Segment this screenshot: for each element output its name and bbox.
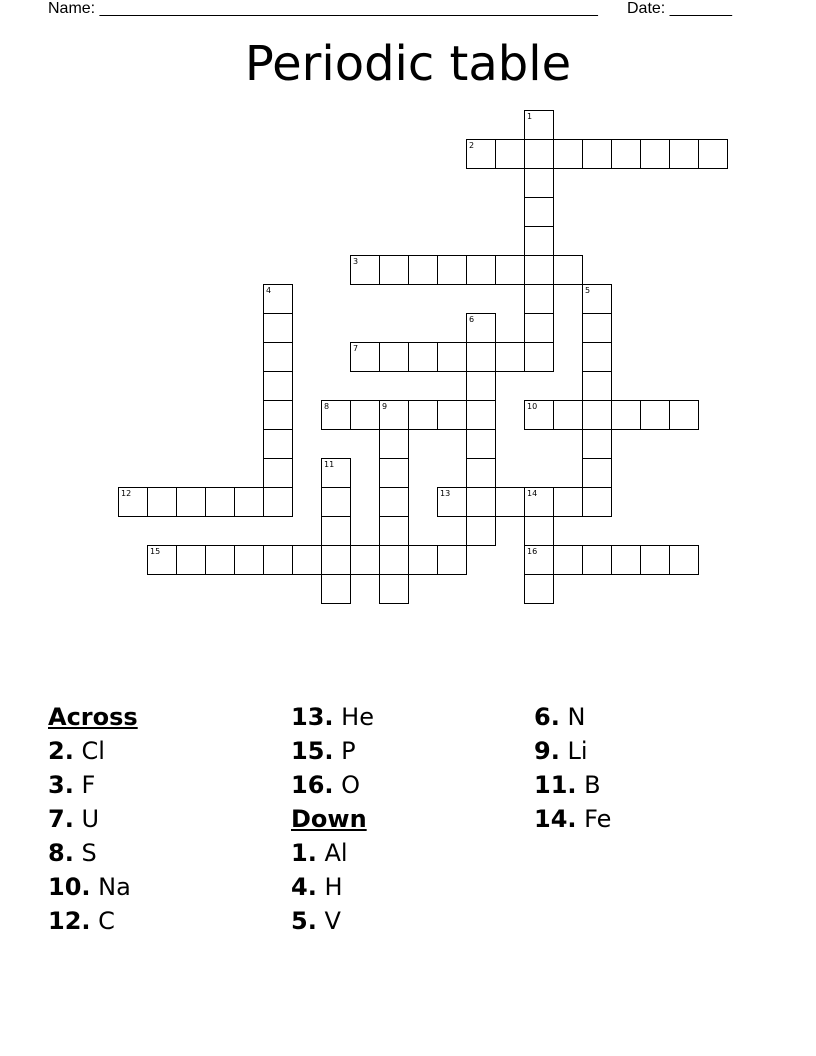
grid-cell[interactable] — [524, 139, 554, 169]
grid-cell[interactable] — [408, 342, 438, 372]
grid-cell[interactable] — [263, 458, 293, 488]
grid-cell[interactable] — [408, 255, 438, 285]
grid-cell[interactable] — [321, 487, 351, 517]
grid-cell[interactable] — [379, 574, 409, 604]
clue-text: O — [341, 771, 361, 799]
clue-number: 6. — [534, 703, 560, 731]
grid-cell[interactable] — [147, 487, 177, 517]
grid-cell[interactable] — [582, 545, 612, 575]
grid-cell[interactable] — [321, 545, 351, 575]
grid-cell[interactable] — [611, 545, 641, 575]
grid-cell[interactable] — [669, 545, 699, 575]
clue-number: 14. — [534, 805, 577, 833]
clue-across-16 — [291, 768, 374, 802]
grid-cell[interactable] — [524, 545, 554, 575]
grid-cell[interactable] — [553, 545, 583, 575]
clue-text: U — [81, 805, 100, 833]
cell-number: 1 — [527, 112, 533, 121]
grid-cell[interactable] — [611, 400, 641, 430]
grid-cell[interactable] — [205, 487, 235, 517]
clue-down-5 — [291, 904, 374, 938]
clue-text: V — [324, 907, 341, 935]
clue-number: 9. — [534, 737, 560, 765]
cell-number: 15 — [150, 547, 161, 556]
cell-number: 9 — [382, 402, 388, 411]
clue-number: 12. — [48, 907, 91, 935]
grid-cell[interactable] — [234, 545, 264, 575]
clue-across-7 — [48, 802, 138, 836]
grid-cell[interactable] — [350, 255, 380, 285]
grid-cell[interactable] — [669, 400, 699, 430]
grid-cell[interactable] — [466, 458, 496, 488]
grid-cell[interactable] — [147, 545, 177, 575]
clue-number: 11. — [534, 771, 577, 799]
grid-cell[interactable] — [437, 400, 467, 430]
grid-cell[interactable] — [234, 487, 264, 517]
grid-cell[interactable] — [263, 400, 293, 430]
clue-text: Al — [324, 839, 348, 867]
grid-cell[interactable] — [466, 313, 496, 343]
grid-cell[interactable] — [205, 545, 235, 575]
grid-cell[interactable] — [669, 139, 699, 169]
grid-cell[interactable] — [379, 400, 409, 430]
grid-cell[interactable] — [466, 342, 496, 372]
cell-number: 11 — [324, 460, 335, 469]
clue-down-14 — [534, 802, 611, 836]
cell-number: 2 — [469, 141, 475, 150]
grid-cell[interactable] — [582, 313, 612, 343]
grid-cell[interactable] — [524, 226, 554, 256]
grid-cell[interactable] — [263, 545, 293, 575]
clue-number: 15. — [291, 737, 334, 765]
grid-cell[interactable] — [553, 487, 583, 517]
grid-cell[interactable] — [524, 516, 554, 546]
grid-cell[interactable] — [640, 400, 670, 430]
name-field: Name: ________________________________________________________ — [48, 0, 598, 17]
clue-number: 2. — [48, 737, 74, 765]
clue-number: 10. — [48, 873, 91, 901]
grid-cell[interactable] — [263, 487, 293, 517]
grid-cell[interactable] — [524, 487, 554, 517]
grid-cell[interactable] — [553, 139, 583, 169]
grid-cell[interactable] — [524, 110, 554, 140]
cell-number: 16 — [527, 547, 538, 556]
grid-cell[interactable] — [437, 487, 467, 517]
clue-column-3 — [534, 700, 611, 836]
clue-text: B — [584, 771, 601, 799]
grid-cell[interactable] — [379, 516, 409, 546]
clue-text: Li — [567, 737, 588, 765]
grid-cell[interactable] — [437, 255, 467, 285]
grid-cell[interactable] — [263, 342, 293, 372]
grid-cell[interactable] — [698, 139, 728, 169]
cell-number: 4 — [266, 286, 272, 295]
clue-number: 7. — [48, 805, 74, 833]
grid-cell[interactable] — [640, 545, 670, 575]
grid-cell[interactable] — [553, 255, 583, 285]
grid-cell[interactable] — [524, 255, 554, 285]
cell-number: 14 — [527, 489, 538, 498]
grid-cell[interactable] — [582, 139, 612, 169]
grid-cell[interactable] — [466, 139, 496, 169]
clue-number: 4. — [291, 873, 317, 901]
across-heading: Across — [48, 703, 138, 731]
clue-across-10 — [48, 870, 138, 904]
clue-text: H — [324, 873, 343, 901]
cell-number: 8 — [324, 402, 330, 411]
clue-number: 3. — [48, 771, 74, 799]
clue-text: C — [98, 907, 115, 935]
grid-cell[interactable] — [495, 139, 525, 169]
grid-cell[interactable] — [582, 284, 612, 314]
grid-cell[interactable] — [553, 400, 583, 430]
grid-cell[interactable] — [466, 516, 496, 546]
grid-cell[interactable] — [582, 429, 612, 459]
grid-cell[interactable] — [379, 429, 409, 459]
grid-cell[interactable] — [495, 255, 525, 285]
grid-cell[interactable] — [524, 313, 554, 343]
date-field: Date: _______ — [627, 0, 732, 17]
cell-number: 7 — [353, 344, 359, 353]
cell-number: 13 — [440, 489, 451, 498]
clue-text: F — [81, 771, 96, 799]
clue-down-9 — [534, 734, 611, 768]
clue-down-1 — [291, 836, 374, 870]
grid-cell[interactable] — [263, 429, 293, 459]
grid-cell[interactable] — [321, 574, 351, 604]
grid-cell[interactable] — [321, 458, 351, 488]
clue-down-6 — [534, 700, 611, 734]
clue-across-2 — [48, 734, 138, 768]
grid-cell[interactable] — [466, 400, 496, 430]
grid-cell[interactable] — [350, 545, 380, 575]
clue-number: 8. — [48, 839, 74, 867]
grid-cell[interactable] — [524, 168, 554, 198]
grid-cell[interactable] — [379, 458, 409, 488]
grid-cell[interactable] — [582, 342, 612, 372]
grid-cell[interactable] — [582, 458, 612, 488]
clue-text: Fe — [584, 805, 612, 833]
grid-cell[interactable] — [466, 371, 496, 401]
grid-cell[interactable] — [524, 197, 554, 227]
clue-text: Na — [98, 873, 131, 901]
grid-cell[interactable] — [524, 574, 554, 604]
clue-column-1 — [48, 700, 138, 938]
clue-column-2 — [291, 700, 374, 938]
grid-cell[interactable] — [379, 255, 409, 285]
grid-cell[interactable] — [524, 284, 554, 314]
clue-down-4 — [291, 870, 374, 904]
clue-text: He — [341, 703, 374, 731]
grid-cell[interactable] — [176, 487, 206, 517]
clue-across-13 — [291, 700, 374, 734]
grid-cell[interactable] — [321, 516, 351, 546]
grid-cell[interactable] — [524, 400, 554, 430]
grid-cell[interactable] — [292, 545, 322, 575]
clue-text: Cl — [81, 737, 105, 765]
cell-number: 10 — [527, 402, 538, 411]
down-heading: Down — [291, 805, 367, 833]
clue-number: 5. — [291, 907, 317, 935]
grid-cell[interactable] — [118, 487, 148, 517]
cell-number: 6 — [469, 315, 475, 324]
grid-cell[interactable] — [350, 342, 380, 372]
clue-number: 1. — [291, 839, 317, 867]
clue-across-3 — [48, 768, 138, 802]
clue-number: 16. — [291, 771, 334, 799]
grid-cell[interactable] — [437, 545, 467, 575]
grid-cell[interactable] — [495, 487, 525, 517]
grid-cell[interactable] — [263, 284, 293, 314]
clue-across-15 — [291, 734, 374, 768]
clue-text: S — [81, 839, 97, 867]
grid-cell[interactable] — [379, 545, 409, 575]
grid-cell[interactable] — [524, 342, 554, 372]
cell-number: 3 — [353, 257, 359, 266]
cell-number: 5 — [585, 286, 591, 295]
grid-cell[interactable] — [640, 139, 670, 169]
grid-cell[interactable] — [582, 371, 612, 401]
grid-cell[interactable] — [611, 139, 641, 169]
grid-cell[interactable] — [582, 400, 612, 430]
clue-across-12 — [48, 904, 138, 938]
grid-cell[interactable] — [379, 342, 409, 372]
grid-cell[interactable] — [263, 371, 293, 401]
clue-down-11 — [534, 768, 611, 802]
grid-cell[interactable] — [176, 545, 206, 575]
grid-cell[interactable] — [408, 400, 438, 430]
clue-text: N — [567, 703, 586, 731]
grid-cell[interactable] — [466, 487, 496, 517]
grid-cell[interactable] — [321, 400, 351, 430]
grid-cell[interactable] — [408, 545, 438, 575]
cell-number: 12 — [121, 489, 132, 498]
grid-cell[interactable] — [495, 342, 525, 372]
grid-cell[interactable] — [466, 255, 496, 285]
grid-cell[interactable] — [350, 400, 380, 430]
clue-text: P — [341, 737, 356, 765]
grid-cell[interactable] — [379, 487, 409, 517]
grid-cell[interactable] — [263, 313, 293, 343]
clue-number: 13. — [291, 703, 334, 731]
grid-cell[interactable] — [582, 487, 612, 517]
clue-across-8 — [48, 836, 138, 870]
grid-cell[interactable] — [437, 342, 467, 372]
page-title: Periodic table — [244, 36, 572, 92]
grid-cell[interactable] — [466, 429, 496, 459]
